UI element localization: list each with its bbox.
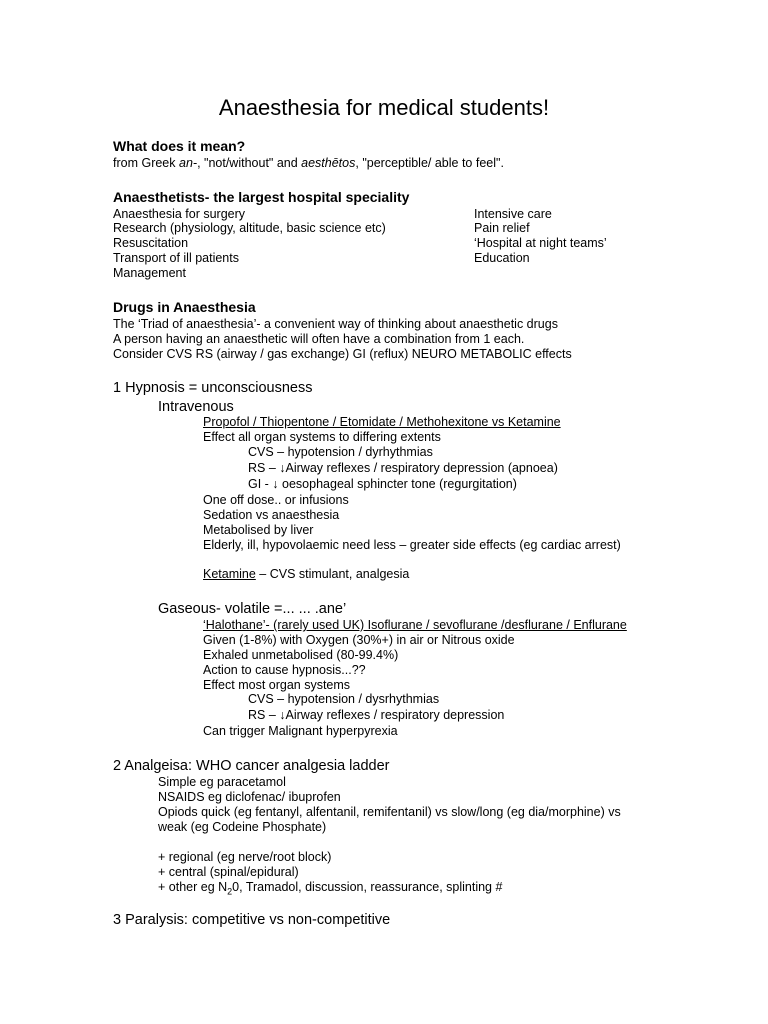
ketamine-line [203, 567, 409, 582]
analgesia-other-sub: 2 [227, 886, 233, 897]
gaseous-heading: Gaseous- volatile =... ... .ane’ [158, 601, 347, 617]
paralysis-heading: 3 Paralysis: competitive vs non-competitive [113, 912, 391, 928]
speciality-right-item: Intensive care [474, 207, 552, 221]
iv-note: Elderly, ill, hypovolaemic need less – greater side effects (eg cardiac arrest) [203, 538, 621, 552]
analgesia-central: + central (spinal/epidural) [158, 865, 299, 879]
drugs-line: The ‘Triad of anaesthesia’- a convenient way of thinking about anaesthetic drugs [113, 317, 558, 331]
analgesia-line: Simple eg paracetamol [158, 775, 286, 789]
iv-note: One off dose.. or infusions [203, 493, 349, 507]
iv-gi: GI - ↓ oesophageal sphincter tone (regurgitation) [248, 477, 517, 491]
iv-cvs: CVS – hypotension / dyrhythmias [248, 445, 433, 459]
analgesia-other-prefix: + other eg N [158, 880, 228, 894]
drugs-line: Consider CVS RS (airway / gas exchange) GI (reflux) NEURO METABOLIC effects [113, 347, 572, 361]
gas-line: Action to cause hypnosis...?? [203, 663, 366, 677]
gas-line: Effect most organ systems [203, 678, 351, 692]
gas-line: Given (1-8%) with Oxygen (30%+) in air or Nitrous oxide [203, 633, 515, 647]
speciality-right-item: ‘Hospital at night teams’ [474, 236, 607, 250]
analgesia-regional: + regional (eg nerve/root block) [158, 850, 332, 864]
speciality-left-item: Management [113, 266, 186, 280]
drugs-line: A person having an anaesthetic will often have a combination from 1 each. [113, 332, 525, 346]
speciality-left-item: Anaesthesia for surgery [113, 207, 246, 221]
ketamine-text: – CVS stimulant, analgesia [255, 567, 410, 581]
speciality-right-item: Education [474, 251, 530, 265]
iv-effects: Effect all organ systems to differing extents [203, 430, 441, 444]
ketamine-label: Ketamine [203, 567, 256, 581]
gas-line: Exhaled unmetabolised (80-99.4%) [203, 648, 399, 662]
analgesia-heading: 2 Analgeisa: WHO cancer analgesia ladder [113, 758, 390, 774]
gas-rs: RS – ↓Airway reflexes / respiratory depression [248, 708, 505, 722]
meaning-mid: , "not/without" and [197, 156, 302, 170]
gas-mh: Can trigger Malignant hyperpyrexia [203, 724, 398, 738]
meaning-heading: What does it mean? [113, 138, 246, 154]
analgesia-line: Opiods quick (eg fentanyl, alfentanil, remifentanil) vs slow/long (eg dia/morphine) vs [158, 805, 621, 819]
speciality-heading: Anaesthetists- the largest hospital speciality [113, 189, 410, 205]
meaning-aesthetos: aesthētos [301, 156, 356, 170]
gas-cvs: CVS – hypotension / dysrhythmias [248, 692, 440, 706]
analgesia-other-suffix: 0, Tramadol, discussion, reassurance, splinting # [232, 880, 503, 894]
hypnosis-heading: 1 Hypnosis = unconsciousness [113, 380, 313, 396]
iv-note: Metabolised by liver [203, 523, 314, 537]
iv-rs: RS – ↓Airway reflexes / respiratory depression (apnoea) [248, 461, 558, 475]
speciality-right-item: Pain relief [474, 221, 530, 235]
speciality-left-item: Transport of ill patients [113, 251, 239, 265]
drugs-heading: Drugs in Anaesthesia [113, 299, 256, 315]
meaning-an: an- [179, 156, 198, 170]
analgesia-line: NSAIDS eg diclofenac/ ibuprofen [158, 790, 341, 804]
meaning-suffix: , "perceptible/ able to feel". [355, 156, 504, 170]
page-title: Anaesthesia for medical students! [218, 95, 550, 120]
iv-agents: Propofol / Thiopentone / Etomidate / Methohexitone vs Ketamine [203, 415, 561, 429]
meaning-prefix: from Greek [113, 156, 179, 170]
meaning-line [113, 156, 504, 171]
iv-note: Sedation vs anaesthesia [203, 508, 340, 522]
analgesia-other [158, 880, 502, 895]
speciality-left-item: Research (physiology, altitude, basic science etc) [113, 221, 386, 235]
gas-agents: ‘Halothane’- (rarely used UK) Isoflurane / sevoflurane /desflurane / Enflurane [203, 618, 627, 632]
intravenous-heading: Intravenous [158, 399, 234, 415]
speciality-left-item: Resuscitation [113, 236, 189, 250]
analgesia-line: weak (eg Codeine Phosphate) [158, 820, 327, 834]
